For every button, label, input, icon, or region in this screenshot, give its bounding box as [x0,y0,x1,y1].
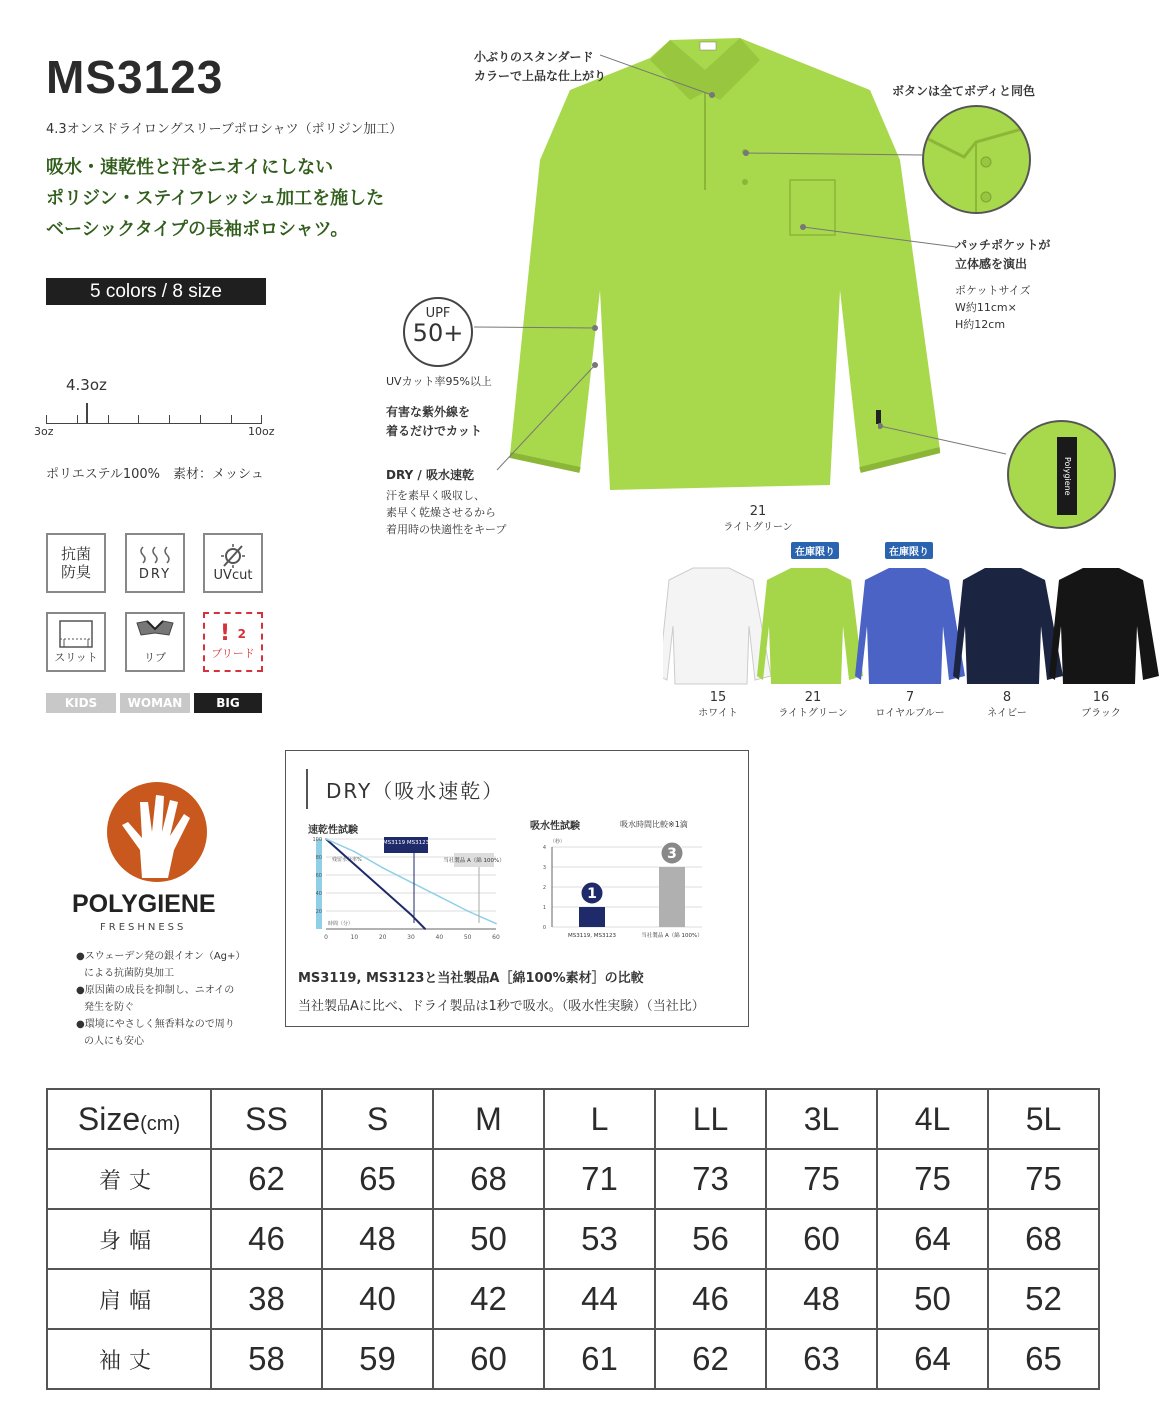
table-cell: 75 [988,1149,1099,1209]
table-cell: 71 [544,1149,655,1209]
y-axis-bar [316,839,322,929]
polygiene-logo [102,780,212,885]
data-point [467,910,469,912]
bleed-icon: ! $^2$ ブリード [203,612,263,672]
table-row [47,1209,1099,1269]
size-col-header: LL [655,1089,766,1149]
row-label: 着丈 [47,1149,211,1209]
swatch-lightgreen: 21 ライトグリーン [778,690,848,719]
x-tick-label: 20 [378,934,387,941]
table-row [47,1329,1099,1389]
table-cell: 58 [211,1329,322,1389]
big-category: BIG [194,693,262,713]
table-cell: 65 [988,1329,1099,1389]
dry-panel [285,750,749,1027]
bar-label: 3 [667,846,677,862]
data-point [382,867,384,869]
table-cell: 68 [433,1149,544,1209]
y-tick-label: 3 [542,865,546,871]
table-cell: 42 [433,1269,544,1329]
swatch-royalblue: 7 ロイヤルブルー [875,690,945,719]
polygiene-sub: FRESHNESS [100,922,187,933]
x-tick-label: 0 [324,934,328,941]
uv-callout: 有害な紫外線を 着るだけでカット [386,405,482,438]
colors-sizes-badge: 5 colors / 8 size [46,278,266,305]
table-cell: 73 [655,1149,766,1209]
annotation-text: 当社製品 A（綿 100%） [443,858,505,864]
table-cell: 52 [988,1269,1099,1329]
catch-line: ベーシックタイプの長袖ポロシャツ。 [46,219,349,240]
uvcut-icon: UVcut [203,533,263,593]
x-tick-label: 50 [463,934,472,941]
table-cell: 60 [766,1209,877,1269]
woman-category: WOMAN [120,693,190,713]
y-tick-label: 80 [315,855,322,861]
absorption-chart [530,833,730,958]
data-point [424,928,426,930]
x-tick-label: 30 [407,934,415,941]
swatch-black: 16 ブラック [1081,690,1121,719]
catch-line: 吸水・速乾性と汗をニオイにしない [46,157,334,178]
chart1-title: 速乾性試験 [308,825,358,836]
size-header-row [47,1089,1099,1149]
bar [579,907,605,927]
table-cell: 40 [322,1269,433,1329]
row-label: 身幅 [47,1209,211,1269]
x-axis-label: 時間（分） [328,921,354,927]
size-col-header: 5L [988,1089,1099,1149]
table-cell: 50 [433,1209,544,1269]
chart2-note: 吸水時間比較※1滴 [620,820,688,829]
table-cell: 62 [211,1149,322,1209]
size-col-header: 3L [766,1089,877,1149]
pocket-callout: パッチポケットが 立体感を演出 [955,238,1051,271]
product-name: 4.3オンスドライロングスリーブポロシャツ（ポリジン加工） [46,122,403,137]
data-point [354,851,356,853]
swatch-shirts [663,566,1163,686]
table-cell: 46 [211,1209,322,1269]
data-point [410,914,412,916]
y-tick-label: 0 [542,925,546,931]
dry-callout-title: DRY / 吸水速乾 [386,468,474,482]
table-cell: 61 [544,1329,655,1389]
y-axis-label: （秒） [550,839,566,845]
bar-label: 1 [587,886,597,902]
chart2-title: 吸水性試験 [530,821,580,832]
collar-callout: 小ぶりのスタンダード カラーで上品な仕上がり [474,50,607,83]
weight-scale [46,423,262,424]
x-tick-label: 60 [492,934,500,941]
table-cell: 60 [433,1329,544,1389]
y-tick-label: 1 [542,905,546,911]
tag-zoom-image: Polygiene [1007,420,1116,529]
data-point [439,896,441,898]
table-row [47,1269,1099,1329]
x-tick-label: 40 [435,934,444,941]
y-tick-label: 100 [312,837,322,843]
size-header-cell: Size(cm) [47,1089,211,1149]
size-col-header: 4L [877,1089,988,1149]
buttons-callout: ボタンは全てボディと同色 [892,84,1036,98]
x-tick-label: MS3119, MS3123 [568,933,616,939]
dry-callout-text: 汗を素早く吸収し、 素早く乾燥させるから 着用時の快適性をキープ [386,489,507,536]
table-cell: 48 [322,1209,433,1269]
pocket-leader-line [800,222,958,252]
swatch-white: 15 ホワイト [698,690,738,719]
upf-leader-line [474,322,599,334]
scale-min: 3oz [34,425,54,438]
uv-rate: UVカット率95%以上 [386,375,492,388]
table-cell: 75 [877,1149,988,1209]
dry-panel-title: DRY（吸水速乾） [326,779,505,803]
table-cell: 63 [766,1329,877,1389]
size-col-header: S [322,1089,433,1149]
swatch-navy: 8 ネイビー [987,690,1027,719]
material-text: ポリエステル100% 素材：メッシュ [46,467,264,482]
row-label: 袖丈 [47,1329,211,1389]
kids-category: KIDS [46,693,116,713]
size-col-header: L [544,1089,655,1149]
collar-leader-line [600,50,720,100]
table-cell: 75 [766,1149,877,1209]
x-tick-label: 10 [350,934,359,941]
main-color-label: 21 ライトグリーン [723,504,793,533]
data-point [410,881,412,883]
y-tick-label: 2 [542,885,546,891]
y-tick-label: 60 [315,873,322,879]
dry-footer-1: MS3119, MS3123と当社製品A［綿100%素材］の比較 [298,971,644,986]
catch-copy [46,152,384,245]
y-axis-label: 残留水分率% [332,857,362,863]
table-cell: 68 [988,1209,1099,1269]
antibacterial-icon: 抗菌 防臭 [46,533,106,593]
x-tick-label: 当社製品 A（綿 100%） [641,933,703,939]
data-point [382,889,384,891]
polygiene-brand: POLYGIENE [72,890,216,918]
table-row [47,1149,1099,1209]
product-code: MS3123 [46,51,224,103]
data-point [325,838,327,840]
scale-max: 10oz [248,425,275,438]
upf-badge: UPF 50+ [403,297,473,367]
dry-footer-2: 当社製品Aに比べ、ドライ製品は1秒で吸水。（吸水性実験）（当社比） [298,999,705,1014]
table-cell: 59 [322,1329,433,1389]
rib-icon: リブ [125,612,185,672]
weight-label: 4.3oz [66,376,107,394]
pocket-size: ポケットサイズ W約11cm× H約12cm [955,284,1031,331]
drying-chart [304,833,514,953]
table-cell: 38 [211,1269,322,1329]
table-cell: 56 [655,1209,766,1269]
stock-badge: 在庫限り [885,542,933,559]
polygiene-bullets: ●スウェーデン発の銀イオン（Ag+） による抗菌防臭加工 ●原因菌の成長を抑制し、ニオイの 発生を防ぐ ●環境にやさしく無香料なので周り の人にも安心 [76,951,246,1047]
color-swatches [663,540,1163,730]
data-point [495,923,497,925]
y-tick-label: 4 [542,845,546,851]
row-label: 肩幅 [47,1269,211,1329]
table-cell: 64 [877,1329,988,1389]
y-tick-label: 40 [315,891,322,897]
annotation-text: MS3119 MS3123 [382,840,430,846]
annotation-a [443,853,504,923]
data-point [354,863,356,865]
table-cell: 65 [322,1149,433,1209]
table-cell: 64 [877,1209,988,1269]
dry-leader-line [495,362,600,472]
tag-leader-line [878,420,1008,460]
slit-icon: スリット [46,612,106,672]
catch-line: ポリジン・ステイフレッシュ加工を施した [46,188,385,209]
bar [659,867,685,927]
table-cell: 53 [544,1209,655,1269]
dry-icon: DRY [125,533,185,593]
stock-badge: 在庫限り [791,542,839,559]
buttons-leader-line [742,145,922,165]
table-cell: 62 [655,1329,766,1389]
size-col-header: M [433,1089,544,1149]
table-cell: 50 [877,1269,988,1329]
table-cell: 46 [655,1269,766,1329]
y-tick-label: 20 [315,909,322,915]
table-cell: 44 [544,1269,655,1329]
table-cell: 48 [766,1269,877,1329]
size-col-header: SS [211,1089,322,1149]
size-table [46,1088,1100,1390]
button-zoom-image [922,105,1031,214]
